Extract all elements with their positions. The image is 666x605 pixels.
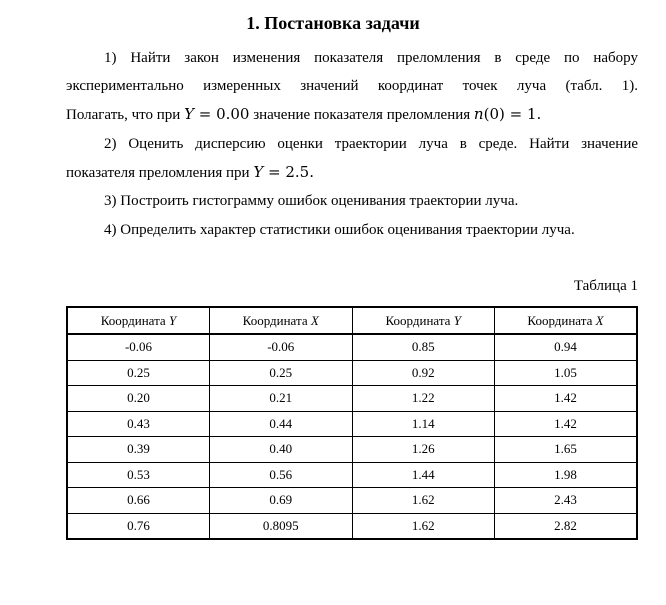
table-cell: -0.06 — [210, 334, 353, 360]
task-item-1-line-3: Полагать, что при Y = 0.00 значение показателя преломления n(0) = 1. — [66, 105, 542, 123]
table-row — [67, 488, 637, 514]
table-cell: 0.92 — [352, 360, 495, 386]
table-cell: 0.25 — [210, 360, 353, 386]
table-cell: 0.56 — [210, 462, 353, 488]
table-cell: 0.25 — [67, 360, 210, 386]
table-cell: 1.62 — [352, 513, 495, 539]
table-row — [67, 462, 637, 488]
task-item-2-line-1: 2) Оценить дисперсию оценки траектории луча в среде. Найти значение — [104, 136, 638, 152]
table-cell: -0.06 — [67, 334, 210, 360]
table-header-row — [67, 307, 637, 334]
table-cell: 0.85 — [352, 334, 495, 360]
table-cell: 0.39 — [67, 437, 210, 463]
table-row — [67, 513, 637, 539]
table-cell: 1.26 — [352, 437, 495, 463]
header-cell: Координата Y — [67, 307, 210, 334]
task-item-3: 3) Построить гистограмму ошибок оценивания траектории луча. — [104, 193, 519, 209]
task-item-4: 4) Определить характер статистики ошибок оценивания траектории луча. — [104, 222, 575, 238]
table-cell: 0.44 — [210, 411, 353, 437]
table-cell: 0.76 — [67, 513, 210, 539]
header-cell: Координата X — [495, 307, 638, 334]
table-cell: 1.44 — [352, 462, 495, 488]
table-cell: 0.69 — [210, 488, 353, 514]
table-row — [67, 360, 637, 386]
table-row — [67, 437, 637, 463]
task-item-1-line-1: 1) Найти закон изменения показателя преломления в среде по набору — [104, 50, 638, 66]
task-item-1 — [66, 44, 638, 128]
table-cell: 1.14 — [352, 411, 495, 437]
table-row — [67, 411, 637, 437]
section-title: 1. Постановка задачи — [246, 13, 420, 33]
table-cell: 1.42 — [495, 411, 638, 437]
header-cell: Координата Y — [352, 307, 495, 334]
table-cell: 2.43 — [495, 488, 638, 514]
coordinates-table — [66, 306, 638, 540]
table-cell: 0.94 — [495, 334, 638, 360]
math-var-n: n — [473, 105, 484, 123]
math-var-y: Y — [184, 105, 194, 123]
header-cell: Координата X — [210, 307, 353, 334]
table-cell: 1.22 — [352, 386, 495, 412]
math-var-y: Y — [253, 163, 264, 181]
table-cell: 1.42 — [495, 386, 638, 412]
table-cell: 0.43 — [67, 411, 210, 437]
table-cell: 0.40 — [210, 437, 353, 463]
table-cell: 1.62 — [352, 488, 495, 514]
table-cell: 1.65 — [495, 437, 638, 463]
table-cell: 0.8095 — [210, 513, 353, 539]
table-cell: 1.05 — [495, 360, 638, 386]
table-cell: 0.21 — [210, 386, 353, 412]
task-item-2-line-2: показателя преломления при Y = 2.5. — [66, 163, 314, 181]
table-cell: 0.20 — [67, 386, 210, 412]
table-row — [67, 386, 637, 412]
task-item-2 — [66, 130, 638, 186]
table-cell: 2.82 — [495, 513, 638, 539]
table-cell: 0.66 — [67, 488, 210, 514]
task-item-1-line-2: экспериментально измеренных значений координат точек луча (табл. 1). — [66, 78, 638, 94]
table-cell: 0.53 — [67, 462, 210, 488]
table-row — [67, 334, 637, 360]
table-caption: Таблица 1 — [573, 278, 638, 294]
table-cell: 1.98 — [495, 462, 638, 488]
